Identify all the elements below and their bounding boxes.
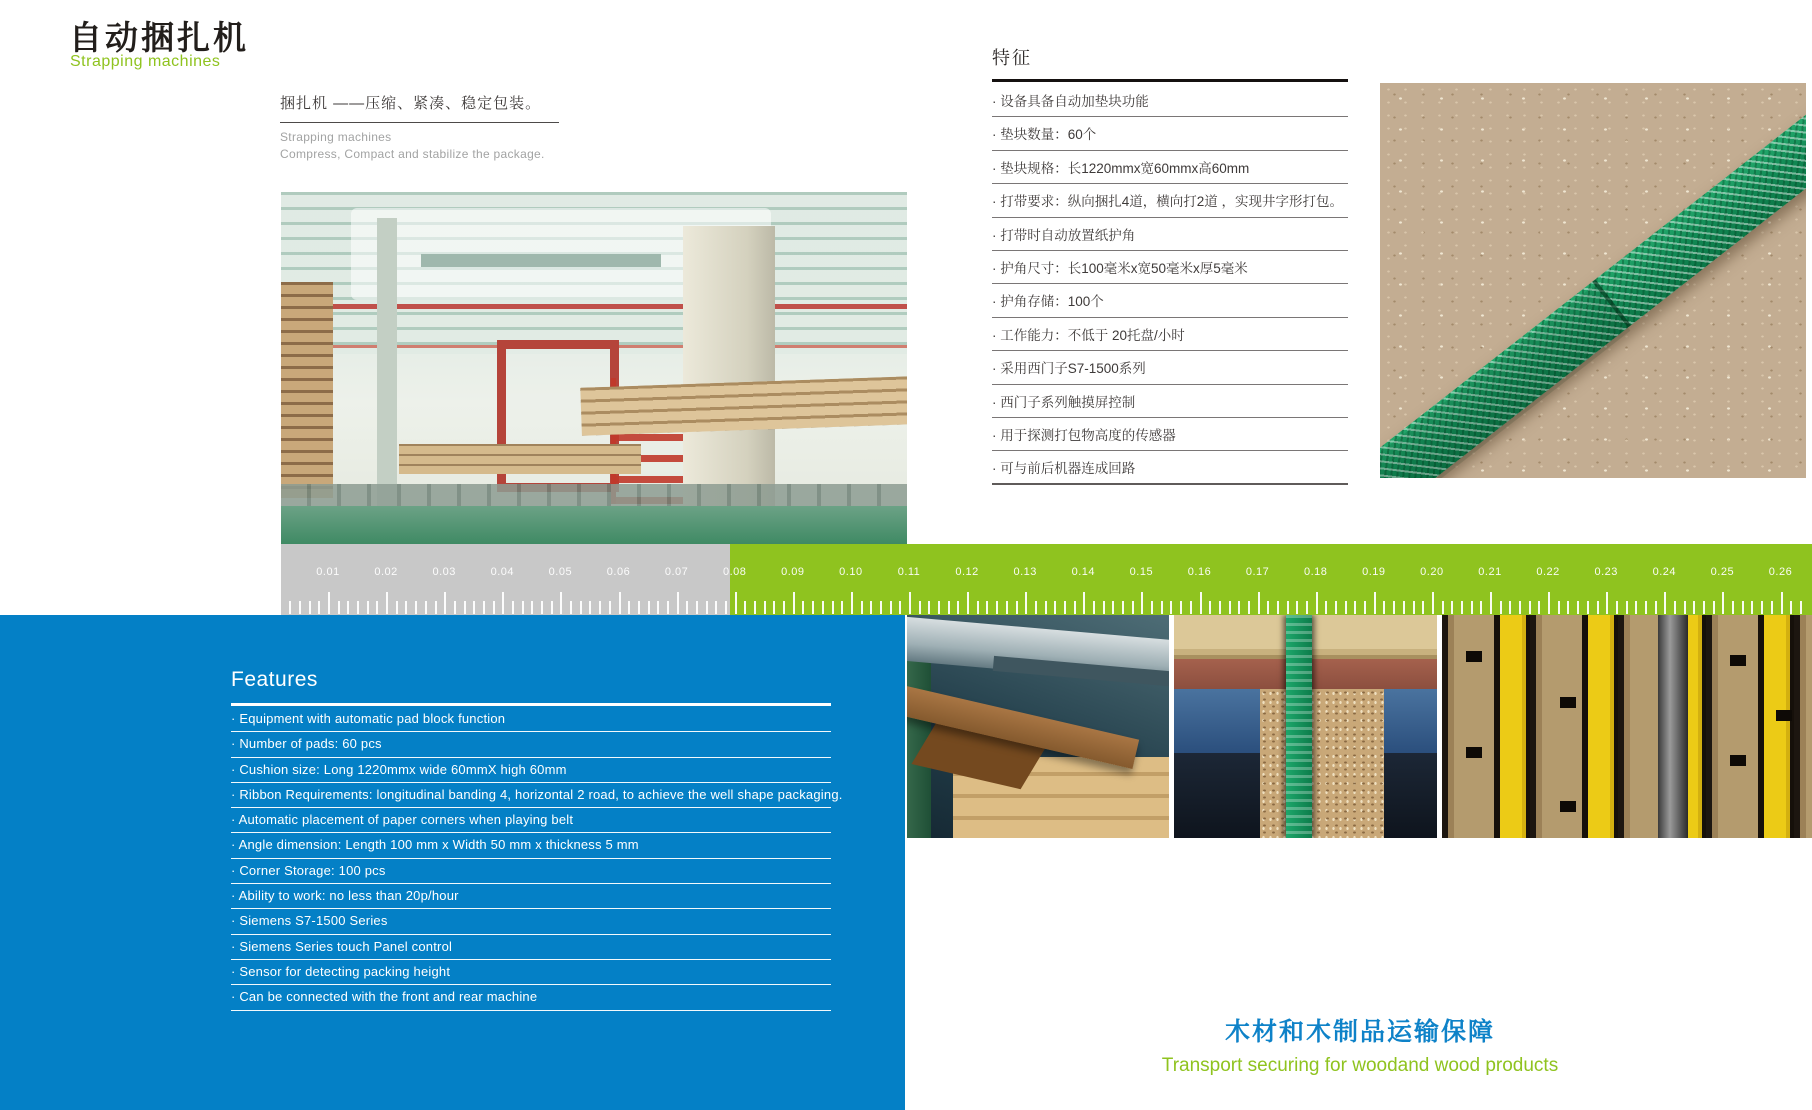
feature-item: · Corner Storage: 100 pcs <box>231 859 831 884</box>
ruler-minor-tick <box>415 601 417 614</box>
ruler-minor-tick <box>957 601 959 614</box>
ruler-minor-tick <box>948 601 950 614</box>
intro-line-en1: Strapping machines <box>280 130 392 144</box>
photo-art-slot <box>1466 651 1482 662</box>
ruler-major-tick <box>735 592 737 614</box>
ruler-minor-tick <box>822 601 824 614</box>
page-subtitle: Strapping machines <box>70 53 221 70</box>
factory-strapping-line-photo <box>281 192 907 544</box>
ruler-minor-tick <box>1519 601 1521 614</box>
ruler-major-tick <box>1432 592 1434 614</box>
ruler-label: 0.26 <box>1768 566 1793 578</box>
photo-art-board-pile <box>580 376 907 435</box>
ruler-minor-tick <box>589 601 591 614</box>
ruler-minor-tick <box>1238 601 1240 614</box>
ruler-minor-tick <box>1161 601 1163 614</box>
feature-item: · 打带要求：纵向捆扎4道，横向打2道 ，实现井字形打包。 <box>992 184 1348 217</box>
ruler-minor-tick <box>1229 601 1231 614</box>
ruler-minor-tick <box>599 601 601 614</box>
features-cn-panel <box>992 44 1348 485</box>
ruler-minor-tick <box>1713 601 1715 614</box>
feature-item: · 西门子系列触摸屏控制 <box>992 385 1348 418</box>
ruler-minor-tick <box>473 601 475 614</box>
ruler-minor-tick <box>1006 601 1008 614</box>
feature-item: · 可与前后机器连成回路 <box>992 451 1348 484</box>
ruler-minor-tick <box>464 601 466 614</box>
ruler-minor-tick <box>1354 601 1356 614</box>
intro-line-cn: 捆扎机 ——压缩、紧凑、稳定包装。 <box>280 95 542 112</box>
ruler-label: 0.17 <box>1245 566 1270 578</box>
ruler-major-tick <box>909 592 911 614</box>
ruler-minor-tick <box>1325 601 1327 614</box>
ruler-minor-tick <box>1170 601 1172 614</box>
feature-item: · 工作能力：不低于 20托盘/小时 <box>992 318 1348 351</box>
ruler-minor-tick <box>1364 601 1366 614</box>
ruler-label: 0.10 <box>839 566 863 578</box>
ruler-minor-tick <box>1151 601 1153 614</box>
ruler-minor-tick <box>1403 601 1405 614</box>
ruler-minor-tick <box>638 601 640 614</box>
features-cn-list <box>992 84 1348 485</box>
feature-item: · 垫块规格：长1220mmx宽60mmx高60mm <box>992 151 1348 184</box>
photo-art-slot <box>1466 747 1482 758</box>
ruler-minor-tick <box>483 601 485 614</box>
feature-item: · 护角尺寸：长100毫米x宽50毫米x厚5毫米 <box>992 251 1348 284</box>
photo-art-slot <box>1730 655 1746 666</box>
ruler-minor-tick <box>1296 601 1298 614</box>
ruler-minor-tick <box>1635 601 1637 614</box>
ruler-minor-tick <box>648 601 650 614</box>
ruler-minor-tick <box>1500 601 1502 614</box>
ruler-minor-tick <box>657 601 659 614</box>
ruler-minor-tick <box>551 601 553 614</box>
ruler-minor-tick <box>1180 601 1182 614</box>
ruler-label: 0.23 <box>1594 566 1618 578</box>
features-cn-heading-rule <box>992 79 1348 82</box>
ruler-label: 0.11 <box>897 566 921 578</box>
ruler-label: 0.07 <box>664 566 689 578</box>
ruler-label: 0.12 <box>955 566 979 578</box>
strapped-wood-photo <box>1174 615 1437 838</box>
ruler-minor-tick <box>1529 601 1531 614</box>
ruler-minor-tick <box>870 601 872 614</box>
photo-art-board-pile2 <box>399 444 641 474</box>
ruler-minor-tick <box>783 601 785 614</box>
ruler-minor-tick <box>1219 601 1221 614</box>
ruler-major-tick <box>1141 592 1143 614</box>
ruler-minor-tick <box>686 601 688 614</box>
ruler-minor-tick <box>1742 601 1744 614</box>
ruler-minor-tick <box>899 601 901 614</box>
ruler-minor-tick <box>396 601 398 614</box>
ruler-minor-tick <box>977 601 979 614</box>
ruler-minor-tick <box>1771 601 1773 614</box>
ruler-label: 0.09 <box>781 566 805 578</box>
ruler-minor-tick <box>1442 601 1444 614</box>
ruler-minor-tick <box>773 601 775 614</box>
ruler-minor-tick <box>1538 601 1540 614</box>
ruler-major-tick <box>328 592 330 614</box>
ruler-label: 0.16 <box>1187 566 1212 578</box>
ruler-minor-tick <box>1306 601 1308 614</box>
ruler-minor-tick <box>1190 601 1192 614</box>
ruler-minor-tick <box>1393 601 1395 614</box>
ruler-minor-tick <box>1645 601 1647 614</box>
ruler-minor-tick <box>1597 601 1599 614</box>
ruler-minor-tick <box>986 601 988 614</box>
ruler-label: 0.18 <box>1303 566 1328 578</box>
ruler-minor-tick <box>1103 601 1105 614</box>
feature-item: · Ribbon Requirements: longitudinal banding 4, horizontal 2 road, to achieve the well shape packaging. <box>231 783 831 808</box>
ruler-minor-tick <box>1209 601 1211 614</box>
feature-item: · Angle dimension: Length 100 mm x Width 50 mm x thickness 5 mm <box>231 833 831 858</box>
ruler-minor-tick <box>609 601 611 614</box>
ruler-minor-tick <box>1132 601 1134 614</box>
ruler-minor-tick <box>1277 601 1279 614</box>
feature-item: · Ability to work: no less than 20p/hour <box>231 884 831 909</box>
ruler-minor-tick <box>1800 601 1802 614</box>
photo-art-slot <box>1560 697 1576 708</box>
footer-title-cn: 木材和木制品运输保障 <box>1224 1018 1495 1046</box>
ruler-major-tick <box>1606 592 1608 614</box>
ruler-minor-tick <box>928 601 930 614</box>
ruler-label: 0.01 <box>316 566 340 578</box>
ruler-major-tick <box>1781 592 1783 614</box>
ruler-minor-tick <box>347 601 349 614</box>
photo-art-green-strap <box>1286 615 1312 838</box>
ruler-major-tick <box>793 592 795 614</box>
ruler-minor-tick <box>1674 601 1676 614</box>
ruler-minor-tick <box>1122 601 1124 614</box>
ruler-major-tick <box>444 592 446 614</box>
feature-item: · 设备具备自动加垫块功能 <box>992 84 1348 117</box>
features-en-heading-rule <box>231 703 831 706</box>
ruler-minor-tick <box>512 601 514 614</box>
photo-art-gantry <box>421 254 661 267</box>
ruler-minor-tick <box>1345 601 1347 614</box>
ruler-major-tick <box>1664 592 1666 614</box>
ruler-minor-tick <box>531 601 533 614</box>
ruler-minor-tick <box>1616 601 1618 614</box>
ruler-minor-tick <box>376 601 378 614</box>
ruler-minor-tick <box>289 601 291 614</box>
ruler-minor-tick <box>706 601 708 614</box>
page-title: 自动捆扎机 <box>69 19 249 56</box>
ruler-minor-tick <box>1461 601 1463 614</box>
ruler-label: 0.14 <box>1071 566 1095 578</box>
ruler-label: 0.03 <box>432 566 456 578</box>
ruler-label: 0.08 <box>722 566 747 578</box>
ruler-minor-tick <box>318 601 320 614</box>
footer-subtitle-en: Transport securing for woodand wood products <box>1161 1055 1559 1076</box>
ruler-scale <box>281 544 1812 615</box>
ruler-major-tick <box>851 592 853 614</box>
ruler-minor-tick <box>919 601 921 614</box>
photo-art-red-beam <box>281 304 907 309</box>
photo-art-slot <box>1560 801 1576 812</box>
ruler-minor-tick <box>1112 601 1114 614</box>
features-en-heading: Features <box>231 668 318 691</box>
ruler-minor-tick <box>628 601 630 614</box>
ruler-minor-tick <box>570 601 572 614</box>
ruler-minor-tick <box>1509 601 1511 614</box>
ruler-major-tick <box>1316 592 1318 614</box>
ruler-major-tick <box>1083 592 1085 614</box>
ruler-minor-tick <box>715 601 717 614</box>
ruler-minor-tick <box>1558 601 1560 614</box>
ruler-label: 0.06 <box>606 566 631 578</box>
intro-line-en2: Compress, Compact and stabilize the package. <box>280 147 545 161</box>
intro-divider <box>280 122 559 123</box>
ruler-minor-tick <box>1093 601 1095 614</box>
ruler-minor-tick <box>744 601 746 614</box>
photo-art-strap-overlap <box>1380 285 1630 478</box>
ruler-minor-tick <box>880 601 882 614</box>
ruler-major-tick <box>677 592 679 614</box>
ruler-minor-tick <box>454 601 456 614</box>
ruler-label: 0.02 <box>374 566 398 578</box>
feature-item: · Siemens S7-1500 Series <box>231 909 831 934</box>
ruler-minor-tick <box>696 601 698 614</box>
ruler-minor-tick <box>1064 601 1066 614</box>
feature-item: · Equipment with automatic pad block function <box>231 707 831 732</box>
ruler-minor-tick <box>1567 601 1569 614</box>
ruler-minor-tick <box>812 601 814 614</box>
intro-block <box>280 92 580 161</box>
ruler-minor-tick <box>1383 601 1385 614</box>
features-en-block <box>231 668 843 1011</box>
ruler-major-tick <box>502 592 504 614</box>
feature-item: · 垫块数量：60个 <box>992 117 1348 150</box>
feature-item: · Number of pads: 60 pcs <box>231 732 831 757</box>
ruler-minor-tick <box>1248 601 1250 614</box>
ruler-minor-tick <box>1035 601 1037 614</box>
ruler-minor-tick <box>1422 601 1424 614</box>
ruler-label: 0.21 <box>1478 566 1502 578</box>
ruler-minor-tick <box>1016 601 1018 614</box>
ruler-minor-tick <box>861 601 863 614</box>
ruler-minor-tick <box>1732 601 1734 614</box>
ruler-minor-tick <box>1451 601 1453 614</box>
ruler-major-tick <box>1258 592 1260 614</box>
ruler-major-tick <box>1025 592 1027 614</box>
ruler-minor-tick <box>1287 601 1289 614</box>
photo-art-metal-stripe <box>1658 615 1688 838</box>
ruler-major-tick <box>386 592 388 614</box>
photo-art-floor <box>281 506 907 544</box>
ruler-minor-tick <box>1471 601 1473 614</box>
ruler-minor-tick <box>1693 601 1695 614</box>
features-en-list <box>231 707 843 1011</box>
ruler-minor-tick <box>1655 601 1657 614</box>
feature-item: · 采用西门子S7-1500系列 <box>992 351 1348 384</box>
ruler-minor-tick <box>1045 601 1047 614</box>
photo-art-column-left <box>377 218 397 518</box>
ruler-major-tick <box>1722 592 1724 614</box>
ruler-minor-tick <box>996 601 998 614</box>
photo-art-conveyor <box>281 484 907 506</box>
ruler-minor-tick <box>309 601 311 614</box>
ruler-minor-tick <box>1684 601 1686 614</box>
ruler-minor-tick <box>802 601 804 614</box>
ruler-minor-tick <box>541 601 543 614</box>
ruler-minor-tick <box>841 601 843 614</box>
ruler-label: 0.13 <box>1013 566 1037 578</box>
ruler-label: 0.05 <box>548 566 573 578</box>
ruler-minor-tick <box>1335 601 1337 614</box>
ruler-minor-tick <box>1587 601 1589 614</box>
ruler-label: 0.24 <box>1652 566 1676 578</box>
ruler-minor-tick <box>725 601 727 614</box>
ruler-label: 0.19 <box>1362 566 1386 578</box>
ruler-minor-tick <box>493 601 495 614</box>
ruler-major-tick <box>1200 592 1202 614</box>
feature-item: · Automatic placement of paper corners when playing belt <box>231 808 831 833</box>
ruler-minor-tick <box>754 601 756 614</box>
photo-art-strap <box>1380 83 1806 478</box>
ruler-minor-tick <box>667 601 669 614</box>
ruler-label: 0.20 <box>1420 566 1444 578</box>
ruler-label: 0.04 <box>490 566 514 578</box>
ruler-minor-tick <box>832 601 834 614</box>
ruler-major-tick <box>1548 592 1550 614</box>
ruler-label: 0.15 <box>1129 566 1154 578</box>
ruler-minor-tick <box>357 601 359 614</box>
ruler-minor-tick <box>1480 601 1482 614</box>
ruler-label: 0.22 <box>1536 566 1560 578</box>
footer-text-block <box>1060 1012 1660 1077</box>
ruler-minor-tick <box>890 601 892 614</box>
ruler-minor-tick <box>405 601 407 614</box>
ruler-minor-tick <box>580 601 582 614</box>
yellow-strapped-panels-photo <box>1442 615 1812 838</box>
feature-item: · Sensor for detecting packing height <box>231 960 831 985</box>
ruler-major-tick <box>1490 592 1492 614</box>
feature-item: · Cushion size: Long 1220mmx wide 60mmX high 60mm <box>231 758 831 783</box>
feature-item: · 用于探测打包物高度的传感器 <box>992 418 1348 451</box>
feature-item: · Can be connected with the front and rear machine <box>231 985 831 1010</box>
feature-item: · 护角存储：100个 <box>992 284 1348 317</box>
ruler-minor-tick <box>1054 601 1056 614</box>
ruler-minor-tick <box>425 601 427 614</box>
green-strap-photo <box>1380 83 1806 478</box>
ruler-major-tick <box>560 592 562 614</box>
ruler-minor-tick <box>435 601 437 614</box>
ruler-minor-tick <box>338 601 340 614</box>
ruler-minor-tick <box>764 601 766 614</box>
ruler-minor-tick <box>1703 601 1705 614</box>
ruler-minor-tick <box>1577 601 1579 614</box>
ruler-minor-tick <box>1074 601 1076 614</box>
feature-item: · Siemens Series touch Panel control <box>231 935 831 960</box>
ruler-minor-tick <box>522 601 524 614</box>
ruler-label: 0.25 <box>1710 566 1735 578</box>
photo-art-particle-block <box>1260 689 1384 838</box>
ruler-major-tick <box>619 592 621 614</box>
feature-item: · 打带时自动放置纸护角 <box>992 218 1348 251</box>
ruler-minor-tick <box>938 601 940 614</box>
corner-applicator-photo <box>907 615 1169 838</box>
ruler-minor-tick <box>1790 601 1792 614</box>
ruler-minor-tick <box>367 601 369 614</box>
ruler-minor-tick <box>1413 601 1415 614</box>
ruler-major-tick <box>1374 592 1376 614</box>
photo-art-slot <box>1776 710 1792 721</box>
ruler-minor-tick <box>299 601 301 614</box>
photo-art-wood-stack <box>281 282 333 498</box>
ruler-minor-tick <box>1761 601 1763 614</box>
ruler-major-tick <box>967 592 969 614</box>
ruler-minor-tick <box>1751 601 1753 614</box>
photo-art-slot <box>1730 755 1746 766</box>
ruler-minor-tick <box>1626 601 1628 614</box>
features-cn-heading: 特征 <box>992 48 1032 68</box>
ruler-minor-tick <box>1267 601 1269 614</box>
